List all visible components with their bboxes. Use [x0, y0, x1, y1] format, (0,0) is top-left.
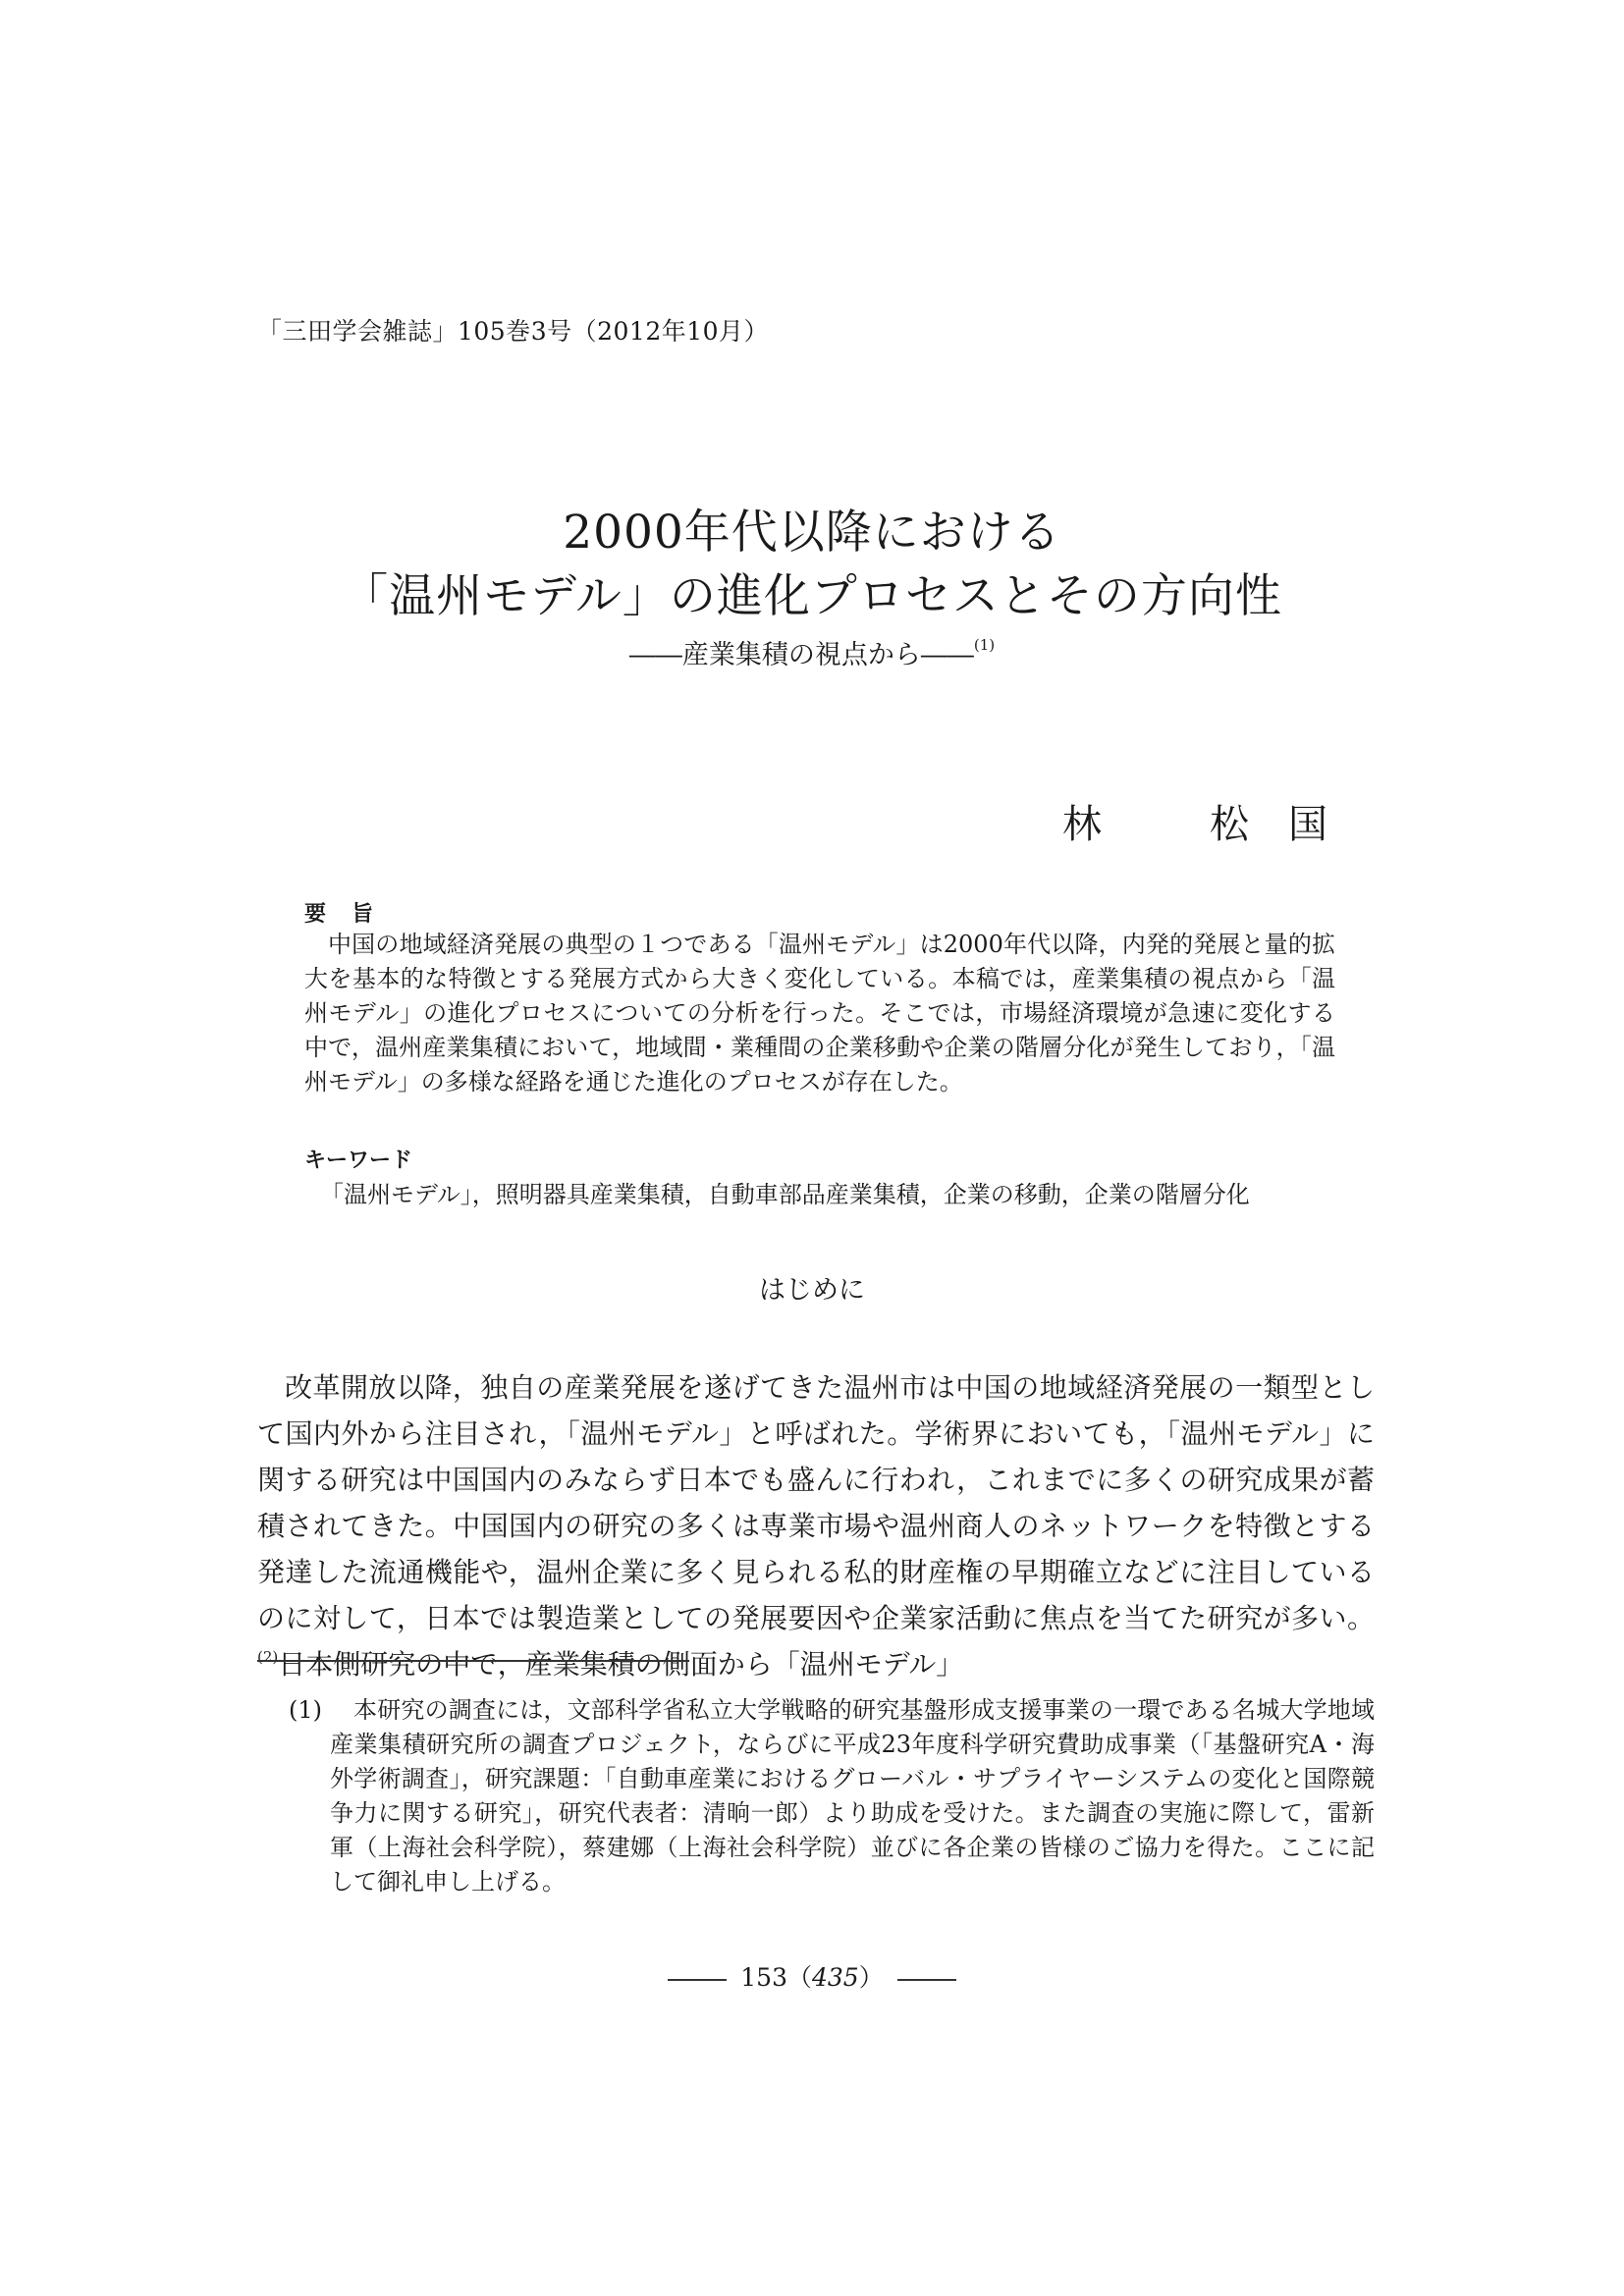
subtitle-footnote-marker[interactable]: (1)	[973, 636, 996, 654]
subtitle-text: ――産業集積の視点から――	[628, 640, 974, 670]
author-given-name: 松 国	[1210, 802, 1327, 847]
page-number-volume: 435	[812, 1963, 859, 1992]
section-heading-introduction: はじめに	[759, 1275, 865, 1306]
summary-label: 要旨	[304, 902, 400, 927]
paper-title-line2: 「温州モデル」の進化プロセスとその方向性	[342, 569, 1282, 623]
page-number: 153（435）	[0, 1958, 1624, 1994]
page-number-dash-right	[897, 1979, 956, 1981]
author-name	[1062, 793, 1327, 849]
body-paragraph	[257, 1364, 1375, 1692]
paper-title-line1: 2000年代以降における	[563, 506, 1061, 560]
body-text-before-note: 改革開放以降，独自の産業発展を遂げてきた温州市は中国の地域経済発展の一類型として国内外から注目され，「温州モデル」と呼ばれた。学術界においても，「温州モデル」に関する研究は中国国内のみならず日本でも盛んに行われ，これまでに多くの研究成果が蓄積されてきた。中国国内の研究の多くは専業市場や温州商人のネットワークを特徴とする発達した流通機能や，温州企業に多く見られる私的財産権の早期確立などに注目しているのに対して，日本では製造業としての発展要因や企業家活動に焦点を当てた研究が多い。	[257, 1371, 1375, 1634]
footnote-number: (1)	[289, 1696, 322, 1724]
abstract	[304, 928, 1335, 1099]
body-paragraph-text	[257, 1364, 1375, 1692]
page-number-dash-left	[668, 1979, 727, 1981]
abstract-text: 中国の地域経済発展の典型の１つである「温州モデル」は2000年代以降，内発的発展と量的拡大を基本的な特徴とする発展方式から大きく変化している。本稿では，産業集積の視点から「温州モデル」の進化プロセスについての分析を行った。そこでは，市場経済環境が急速に変化する中で，温州産業集積において，地域間・業種間の企業移動や企業の階層分化が発生しており，「温州モデル」の多様な経路を通じた進化のプロセスが存在した。	[304, 931, 1335, 1095]
body-text-after-note: 日本側研究の中で，産業集積の側面から「温州モデル」	[278, 1648, 964, 1681]
paper-subtitle	[0, 633, 1624, 671]
author-surname: 林	[1062, 802, 1102, 847]
keywords-text: 「温州モデル」，照明器具産業集積，自動車部品産業集積，企業の移動，企業の階層分化	[320, 1181, 1250, 1208]
journal-header: 「三田学会雑誌」105巻3号（2012年10月）	[257, 317, 770, 346]
footnote-divider	[257, 1660, 689, 1662]
page-number-current: 153	[740, 1963, 787, 1992]
keywords-label: キーワード	[304, 1148, 413, 1173]
footnote	[289, 1693, 1375, 1899]
footnote-text: 本研究の調査には，文部科学省私立大学戦略的研究基盤形成支援事業の一環である名城大学地域産業集積研究所の調査プロジェクト，ならびに平成23年度科学研究費助成事業（「基盤研究A・海外学術調査」，研究課題：「自動車産業におけるグローバル・サプライヤーシステムの変化と国際競争力に関する研究」，研究代表者：清晌一郎）より助成を受けた。また調査の実施に際して，雷新軍（上海社会科学院），蔡建娜（上海社会科学院）並びに各企業の皆様のご協力を得た。ここに記して御礼申し上げる。	[330, 1696, 1375, 1896]
body-footnote-marker[interactable]: (2)	[257, 1648, 279, 1666]
